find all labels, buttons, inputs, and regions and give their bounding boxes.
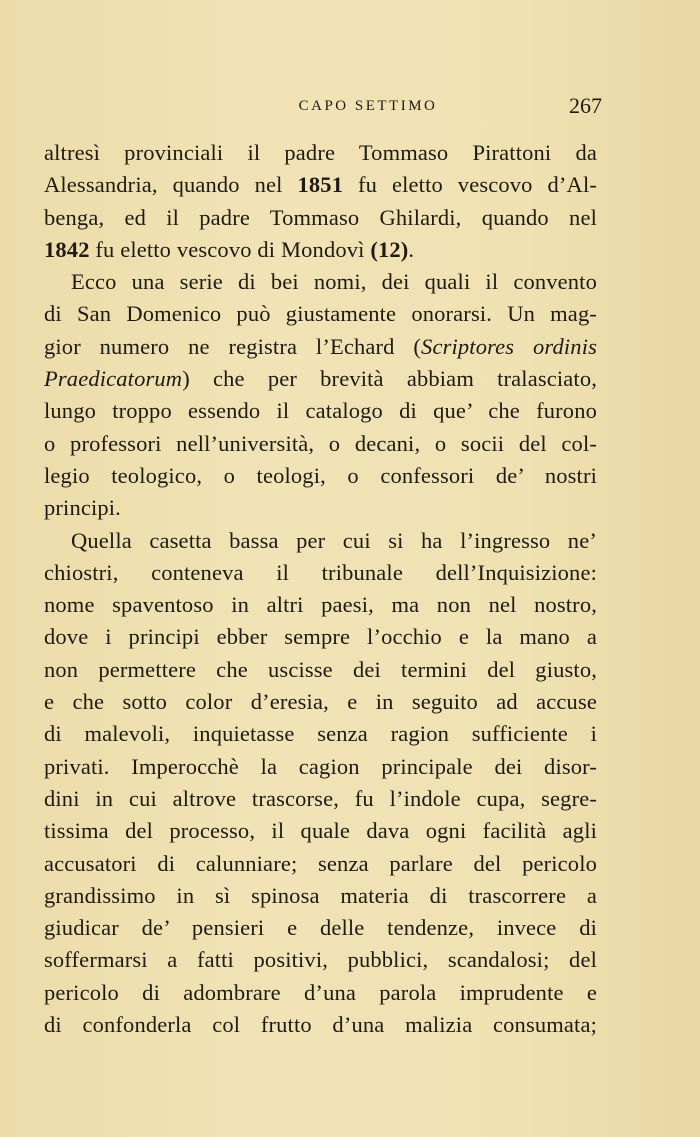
- text-line: Quella casetta bassa per cui si ha l’ingresso ne’: [71, 527, 597, 553]
- text-line: grandissimo in sì spinosa materia di trascorrere a: [44, 882, 597, 908]
- text-line: pericolo di adombrare d’una parola imprudente e: [44, 979, 597, 1005]
- text-line: 1842 fu eletto vescovo di Mondovì (12).: [44, 236, 415, 262]
- text-line: soffermarsi a fatti positivi, pubblici, scandalosi; del: [44, 947, 597, 973]
- text-line: chiostri, conteneva il tribunale dell’Inquisizione:: [44, 559, 597, 585]
- text-line: nome spaventoso in altri paesi, ma non nel nostro,: [44, 592, 597, 618]
- text-line: altresì provinciali il padre Tommaso Pirattoni da: [44, 140, 597, 165]
- text-line: Praedicatorum) che per brevità abbiam tralasciato,: [44, 366, 597, 392]
- running-head: [44, 93, 602, 124]
- text-line: di San Domenico può giustamente onorarsi. Un mag-: [44, 301, 597, 327]
- text-line: lungo troppo essendo il catalogo di que’ che furono: [44, 398, 597, 424]
- text-line: Alessandria, quando nel 1851 fu eletto vescovo d’Al-: [44, 172, 597, 198]
- text-line: non permettere che uscisse dei termini del giusto,: [44, 656, 597, 682]
- text-line: di confonderla col frutto d’una malizia consumata;: [44, 1012, 597, 1038]
- text-line: privati. Imperocchè la cagion principale dei disor-: [44, 753, 597, 779]
- body-text: [44, 137, 597, 1041]
- text-line: o professori nell’università, o decani, o socii del col-: [44, 430, 597, 456]
- chapter-title: CAPO SETTIMO: [298, 98, 438, 114]
- text-line: principi.: [44, 495, 121, 521]
- text-line: dini in cui altrove trascorse, fu l’indole cupa, segre-: [44, 785, 597, 811]
- page-number: 267: [569, 93, 602, 118]
- text-line: e che sotto color d’eresia, e in seguito ad accuse: [44, 689, 597, 715]
- text-line: gior numero ne registra l’Echard (Scriptores ordinis: [44, 333, 597, 359]
- text-line: accusatori di calunniare; senza parlare del pericolo: [44, 850, 597, 876]
- text-line: giudicar de’ pensieri e delle tendenze, invece di: [44, 915, 597, 941]
- text-line: dove i principi ebber sempre l’occhio e la mano a: [44, 624, 597, 650]
- text-line: di malevoli, inquietasse senza ragion sufficiente i: [44, 721, 597, 747]
- text-line: tissima del processo, il quale dava ogni facilità agli: [44, 818, 597, 844]
- text-line: Ecco una serie di bei nomi, dei quali il convento: [71, 269, 597, 295]
- text-line: benga, ed il padre Tommaso Ghilardi, quando nel: [44, 204, 597, 230]
- text-line: legio teologico, o teologi, o confessori de’ nostri: [44, 462, 597, 488]
